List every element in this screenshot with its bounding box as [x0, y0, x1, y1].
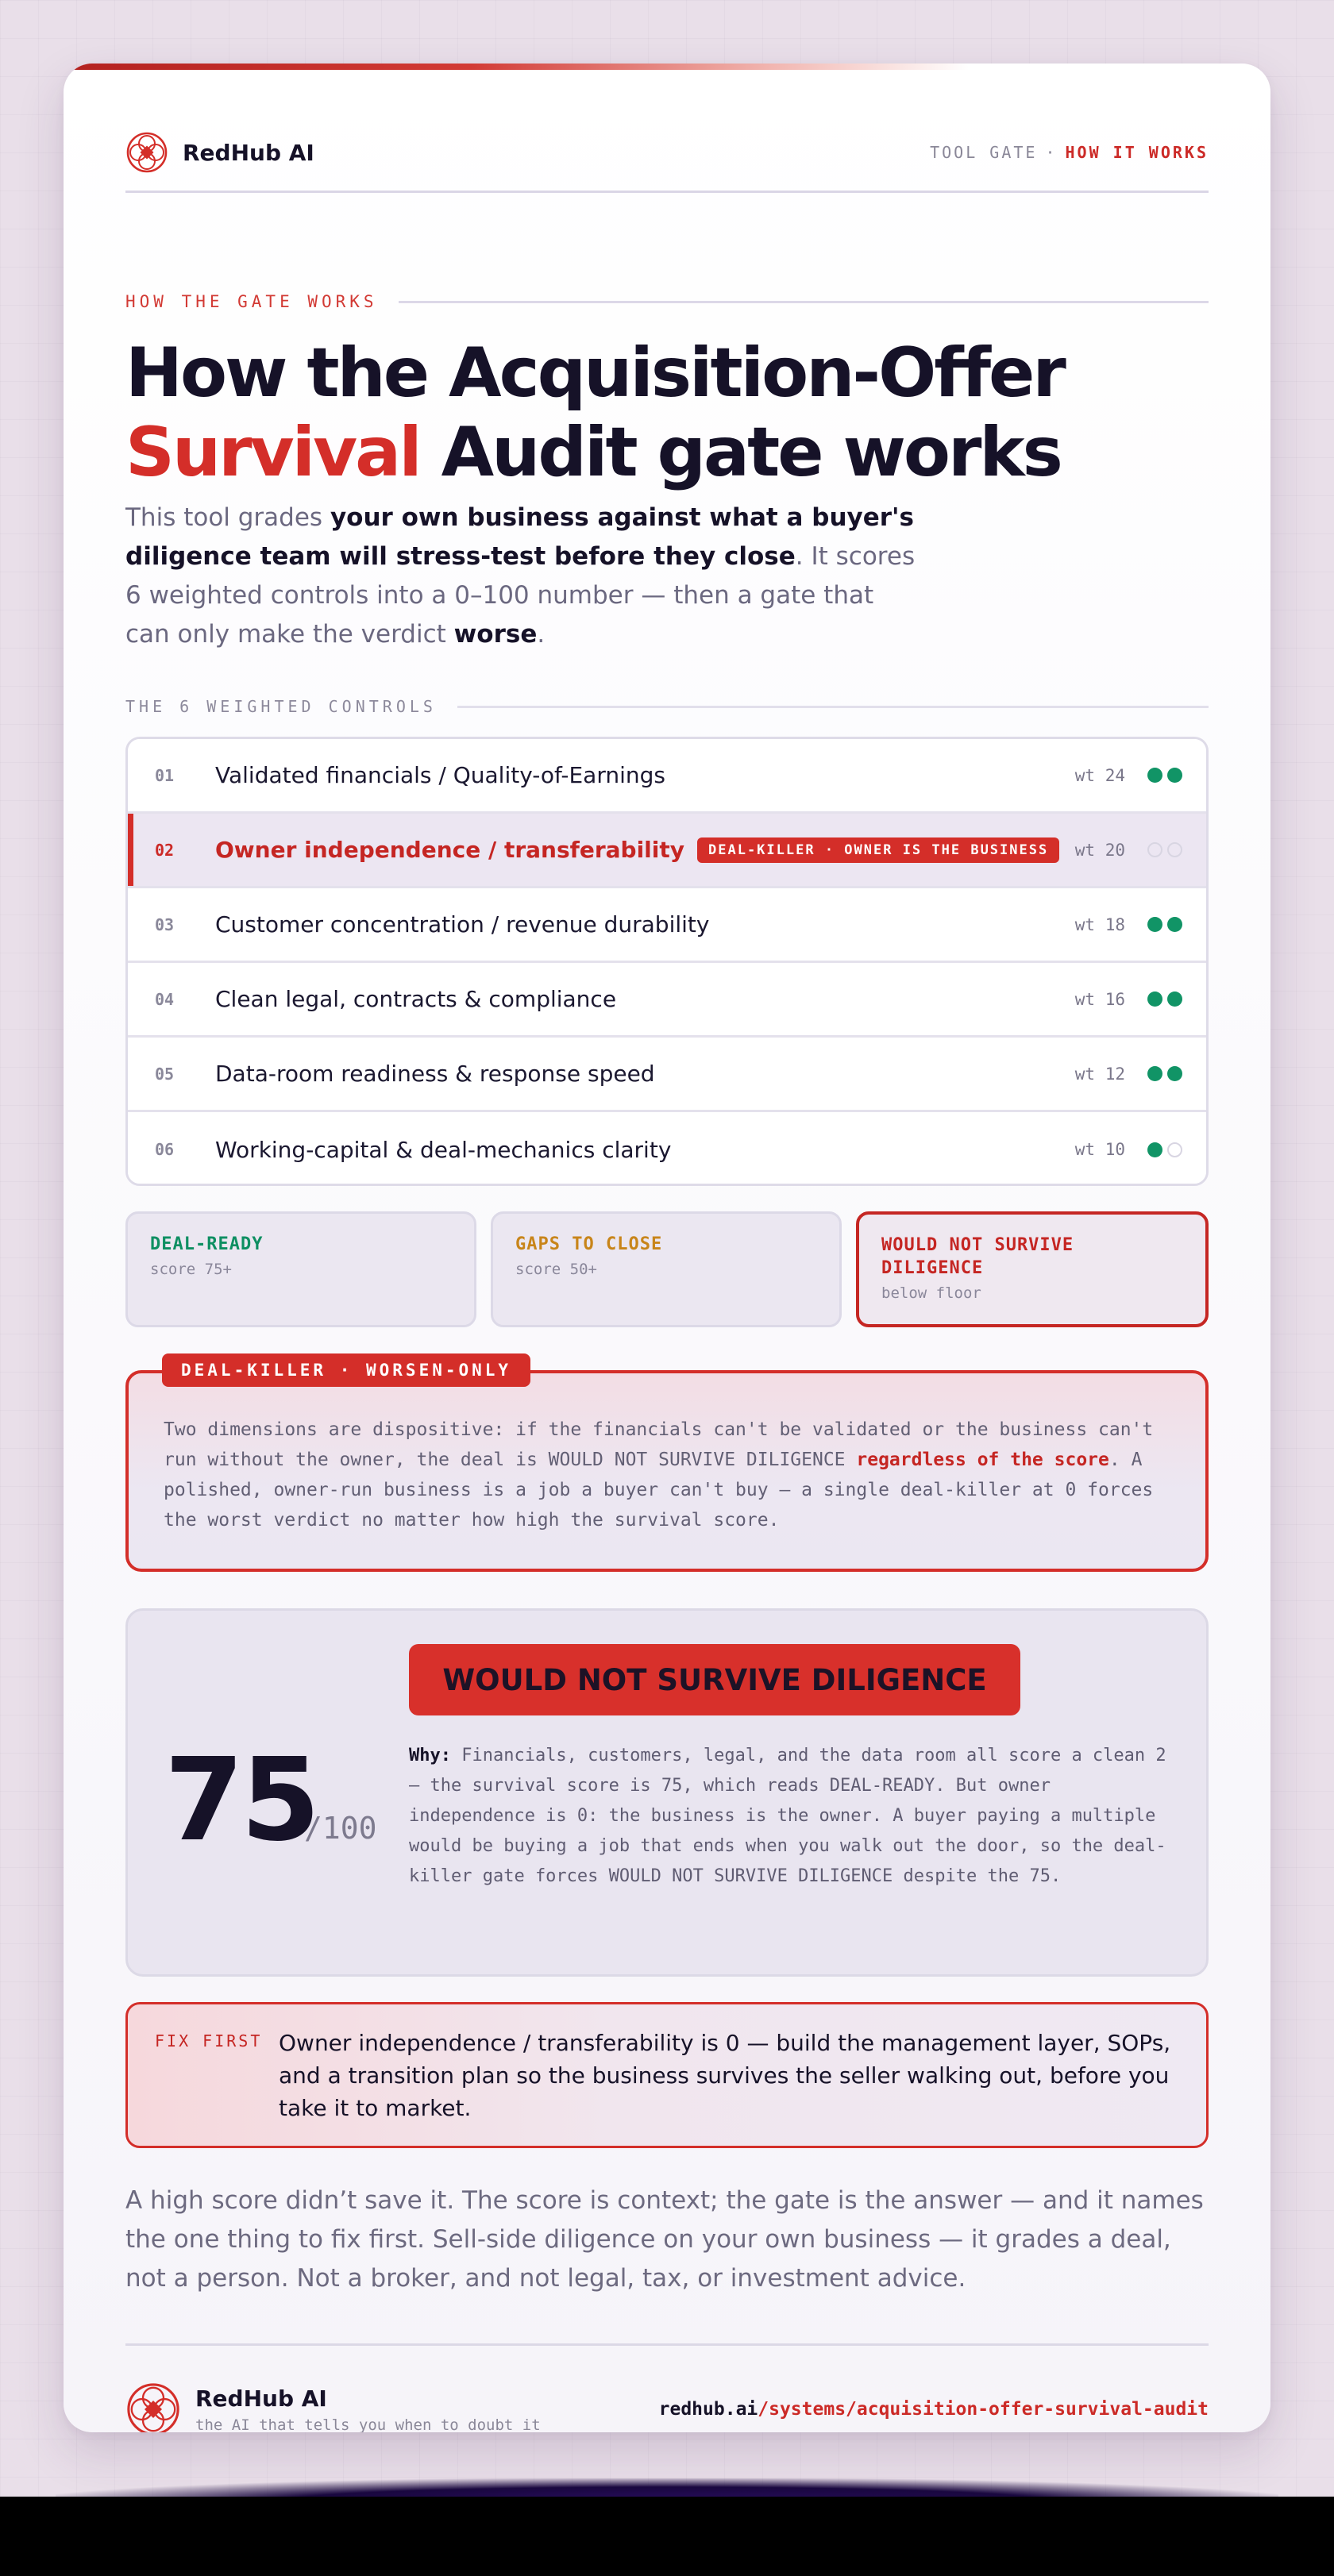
fix-first-text: Owner independence / transferability is 0 — build the management layer, SOPs, and a transition plan so the business survives the seller walking out, before you take it to market. [279, 2030, 1171, 2121]
page-title [125, 333, 1209, 492]
result-panel [125, 1608, 1209, 1977]
controls-section-rule [457, 706, 1209, 708]
control-name: Validated financials / Quality-of-Earnings [215, 762, 665, 788]
band-would-not-survive [856, 1211, 1209, 1327]
band-threshold: score 75+ [150, 1261, 232, 1278]
header-divider [125, 191, 1209, 193]
control-number: 05 [155, 1064, 175, 1084]
control-score-dots [1143, 917, 1182, 932]
control-score-dots [1143, 1142, 1182, 1157]
footer-divider [125, 2343, 1209, 2346]
why-label: Why: [409, 1746, 451, 1765]
control-number: 03 [155, 914, 175, 934]
redhub-logo-icon [125, 2382, 181, 2432]
control-row-1 [128, 739, 1206, 814]
footer-brand-name: RedHub AI [195, 2385, 327, 2412]
nav-separator: · [1045, 143, 1058, 162]
score-dot-filled [1167, 1066, 1182, 1081]
controls-list [125, 737, 1209, 1186]
control-weight: wt 20 [1074, 840, 1125, 860]
deal-killer-tag: DEAL-KILLER · WORSEN-ONLY [162, 1353, 530, 1387]
control-row-5 [128, 1038, 1206, 1112]
band-threshold: below floor [881, 1284, 981, 1302]
score-max: /100 [304, 1811, 377, 1846]
band-deal-ready [125, 1211, 476, 1327]
score-dot-filled [1167, 992, 1182, 1007]
control-row-3 [128, 888, 1206, 963]
control-row-2 [128, 814, 1206, 888]
intro-text-2: . It scores 6 weighted controls into a 0–100 number — then a gate that can only make the verdict [125, 542, 916, 649]
deal-killer-badge: DEAL-KILLER · OWNER IS THE BUSINESS [697, 837, 1059, 863]
control-weight: wt 16 [1074, 989, 1125, 1009]
fix-first-box [125, 2002, 1209, 2148]
score-dot-empty [1167, 1142, 1182, 1157]
deal-killer-note [125, 1361, 1209, 1572]
score-dot-filled [1147, 1142, 1162, 1157]
intro-paragraph [125, 499, 920, 654]
fix-first-label: FIX FIRST [155, 2031, 263, 2050]
control-number: 04 [155, 989, 175, 1009]
band-gaps-to-close [491, 1211, 842, 1327]
title-highlight: Survival [125, 413, 420, 492]
brand[interactable] [125, 131, 314, 174]
eyebrow: HOW THE GATE WORKS [125, 292, 378, 311]
control-number: 02 [155, 840, 175, 860]
band-threshold: score 50+ [515, 1261, 597, 1278]
controls-section-header [125, 697, 1209, 716]
control-name: Clean legal, contracts & compliance [215, 986, 617, 1012]
score-dot-filled [1147, 1066, 1162, 1081]
dk-text-2: . A polished, owner-run business is a job a buyer can't buy — a single deal-killer at 0 forces the worst verdict no matter how high the survival score. [164, 1450, 1154, 1531]
top-nav [930, 143, 1209, 162]
control-row-6 [128, 1112, 1206, 1186]
controls-section-label: THE 6 WEIGHTED CONTROLS [125, 697, 437, 716]
footer-brand[interactable] [125, 2382, 541, 2432]
band-title: GAPS TO CLOSE [515, 1234, 663, 1254]
footer-tagline: the AI that tells you when to doubt it [195, 2416, 541, 2432]
eyebrow-rule [399, 301, 1209, 303]
score-dot-empty [1167, 842, 1182, 857]
redhub-logo-icon [125, 131, 168, 174]
control-weight: wt 18 [1074, 914, 1125, 934]
control-name: Working-capital & deal-mechanics clarity [215, 1136, 672, 1163]
verdict-bands [125, 1211, 1209, 1327]
closing-paragraph: A high score didn’t save it. The score is context; the gate is the answer — and it names the one thing to fix first. Sell-side diligence on your own business — it grades a deal, not a person. Not a broker, and not legal, tax, or investment advice. [125, 2186, 1204, 2293]
score-dot-filled [1147, 992, 1162, 1007]
eyebrow-row [125, 292, 1209, 311]
url-domain: redhub.ai [658, 2399, 758, 2420]
score-dot-filled [1147, 917, 1162, 932]
brand-name: RedHub AI [183, 139, 314, 166]
band-title: WOULD NOT SURVIVE DILIGENCE [881, 1235, 1074, 1278]
score-dot-filled [1167, 768, 1182, 783]
nav-tool-gate[interactable]: TOOL GATE [930, 143, 1038, 162]
verdict-explanation [409, 1741, 1187, 1892]
band-title: DEAL-READY [150, 1234, 264, 1254]
control-score-dots [1143, 992, 1182, 1007]
why-text: Financials, customers, legal, and the data room all score a clean 2 — the survival score is 75, which reads DEAL-READY. But owner independence is 0: the business is the owner. A buyer paying a multiple would be buying a job that ends when you walk out the door, so the deal-killer gate forces WOULD NOT SURVIVE DILIGENCE despite the 75. [409, 1746, 1166, 1886]
control-weight: wt 24 [1074, 765, 1125, 785]
title-line1: How the Acquisition-Offer [125, 333, 1064, 413]
score-dot-filled [1147, 768, 1162, 783]
control-number: 01 [155, 765, 175, 785]
footer-url-link[interactable] [659, 2399, 1209, 2420]
score-dot-filled [1167, 917, 1182, 932]
score-dot-empty [1147, 842, 1162, 857]
control-score-dots [1143, 1066, 1182, 1081]
header [125, 124, 1209, 181]
dk-emphasis: regardless of the score [856, 1450, 1109, 1470]
control-score-dots [1143, 768, 1182, 783]
control-name: Owner independence / transferability [215, 837, 684, 863]
control-name: Customer concentration / revenue durability [215, 911, 710, 938]
control-weight: wt 12 [1074, 1064, 1125, 1084]
control-score-dots [1143, 842, 1182, 857]
footer [125, 2374, 1209, 2432]
intro-bold-1: your own business against what a buyer's diligence team will stress-test before they close [125, 503, 914, 571]
control-number: 06 [155, 1140, 175, 1159]
top-accent-bar [64, 64, 969, 70]
title-line2: Audit gate works [419, 413, 1061, 492]
control-row-4 [128, 963, 1206, 1038]
url-path: /systems/acquisition-offer-survival-audit [758, 2399, 1209, 2420]
content-card [64, 64, 1270, 2432]
nav-how-it-works[interactable]: HOW IT WORKS [1065, 143, 1209, 162]
intro-text-3: . [537, 620, 546, 649]
intro-bold-2: worse [453, 620, 538, 649]
intro-text-1: This tool grades [125, 503, 330, 532]
dk-text-1: Two dimensions are dispositive: if the financials can't be validated or the business can't run without the owner, the deal is WOULD NOT SURVIVE DILIGENCE [164, 1419, 1154, 1470]
control-weight: wt 10 [1074, 1140, 1125, 1159]
control-name: Data-room readiness & response speed [215, 1061, 655, 1087]
survival-score: 75 [164, 1733, 318, 1866]
bottom-band [0, 2497, 1334, 2576]
verdict-badge: WOULD NOT SURVIVE DILIGENCE [409, 1644, 1020, 1715]
deal-killer-text [164, 1415, 1170, 1535]
